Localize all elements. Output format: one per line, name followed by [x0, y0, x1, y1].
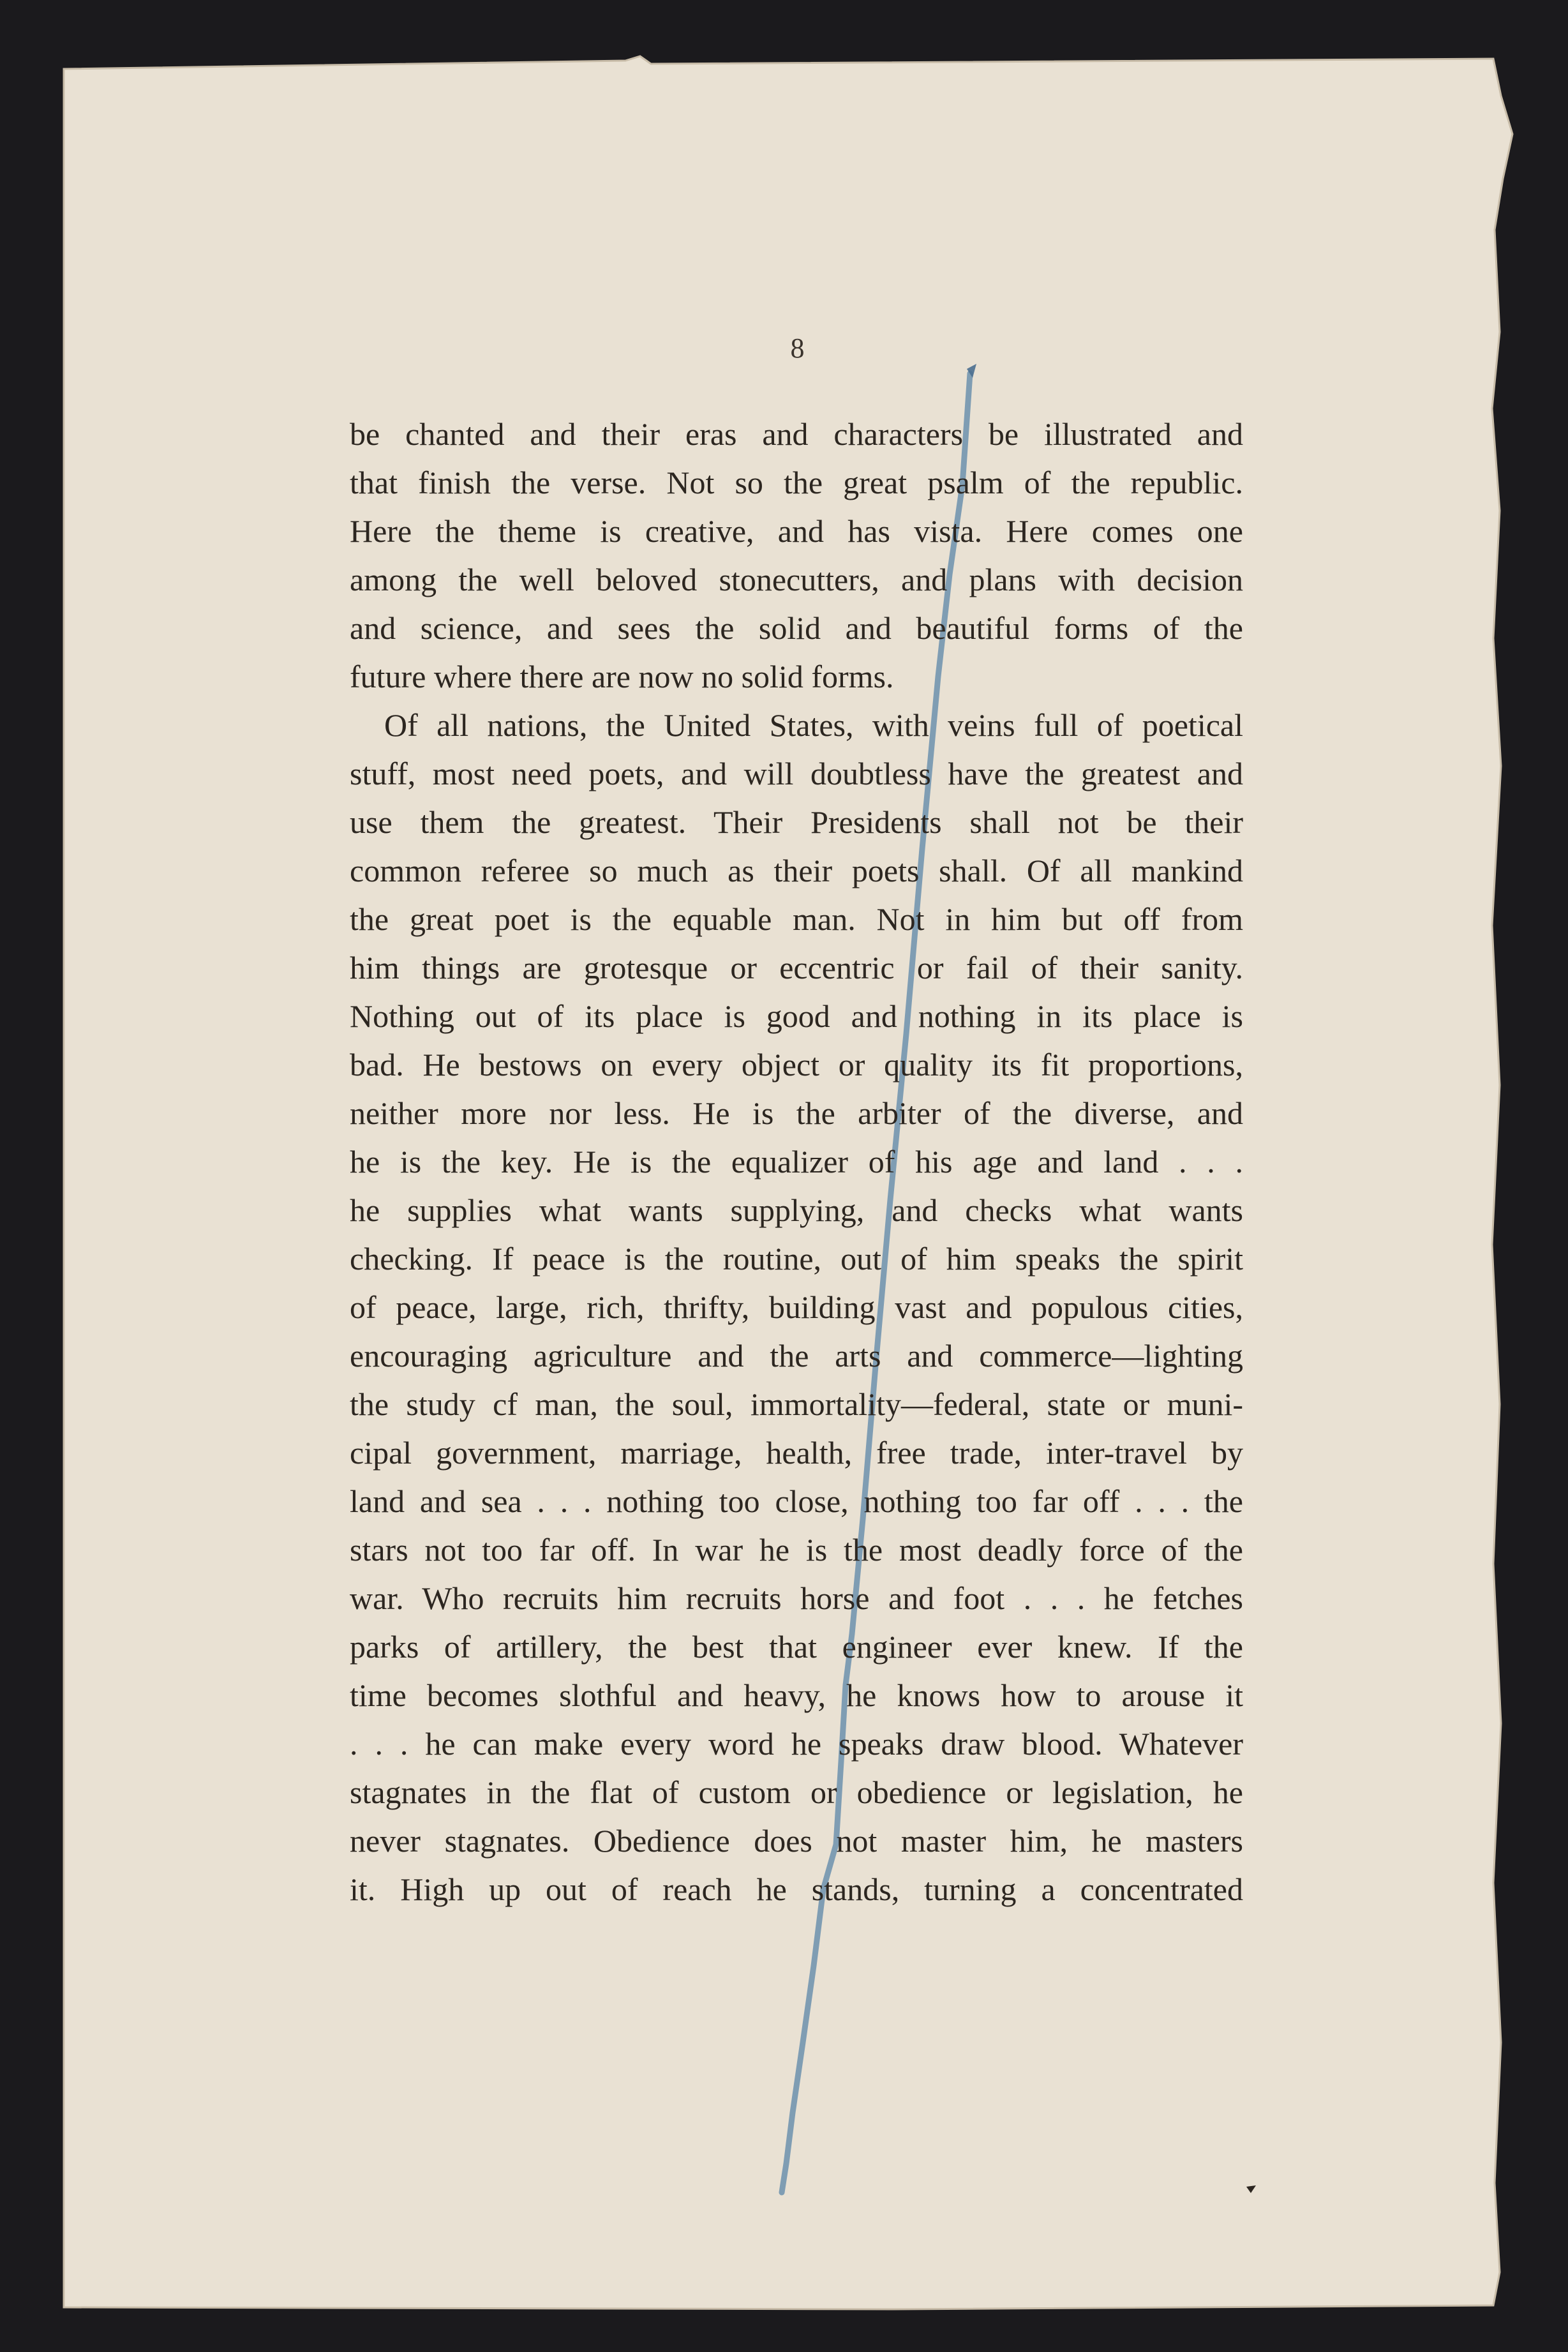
text-line: the study cf man, the soul, immortality—federal, state or muni- [350, 1386, 1243, 1422]
text-line: war. Who recruits him recruits horse and foot . . . he fetches [350, 1580, 1243, 1616]
text-line: common referee so much as their poets shall. Of all mankind [350, 853, 1243, 888]
text-line: parks of artillery, the best that engineer ever knew. If the [350, 1629, 1243, 1665]
text-line: land and sea . . . nothing too close, nothing too far off . . . the [350, 1483, 1243, 1519]
text-line: the great poet is the equable man. Not in him but off from [350, 901, 1243, 937]
text-line: bad. He bestows on every object or quality its fit proportions, [350, 1047, 1243, 1082]
text-line: he supplies what wants supplying, and checks what wants [350, 1192, 1243, 1228]
text-line: stars not too far off. In war he is the most deadly force of the [350, 1532, 1243, 1568]
text-line: among the well beloved stonecutters, and plans with decision [350, 562, 1243, 597]
text-line: Nothing out of its place is good and nothing in its place is [350, 998, 1243, 1034]
page-number: 8 [790, 333, 805, 364]
text-line: and science, and sees the solid and beautiful forms of the [350, 610, 1243, 646]
text-line: him things are grotesque or eccentric or fail of their sanity. [350, 950, 1243, 985]
text-line: it. High up out of reach he stands, turning a concentrated [350, 1871, 1243, 1907]
text-line: use them the greatest. Their Presidents shall not be their [350, 804, 1243, 840]
text-line: never stagnates. Obedience does not master him, he masters [350, 1823, 1243, 1859]
text-line: encouraging agriculture and the arts and commerce—lighting [350, 1338, 1243, 1374]
text-line: Here the theme is creative, and has vista. Here comes one [350, 513, 1243, 549]
text-line: of peace, large, rich, thrifty, building vast and populous cities, [350, 1289, 1243, 1325]
text-line: cipal government, marriage, health, free trade, inter-travel by [350, 1435, 1243, 1471]
text-line: be chanted and their eras and characters be illustrated and [350, 416, 1243, 452]
body-text [350, 410, 1243, 1914]
text-line: that finish the verse. Not so the great psalm of the republic. [350, 465, 1243, 500]
text-line: . . . he can make every word he speaks draw blood. Whatever [350, 1726, 1243, 1762]
text-line: stagnates in the flat of custom or obedience or legislation, he [350, 1774, 1243, 1810]
text-line: neither more nor less. He is the arbiter of the diverse, and [350, 1095, 1243, 1131]
text-line: he is the key. He is the equalizer of his age and land . . . [350, 1144, 1243, 1180]
text-line: future where there are now no solid forms. [350, 659, 894, 694]
text-line: checking. If peace is the routine, out of him speaks the spirit [350, 1241, 1243, 1277]
text-line: stuff, most need poets, and will doubtless have the greatest and [350, 756, 1243, 791]
text-line: Of all nations, the United States, with veins full of poetical [384, 707, 1243, 743]
text-line: time becomes slothful and heavy, he knows how to arouse it [350, 1677, 1243, 1713]
